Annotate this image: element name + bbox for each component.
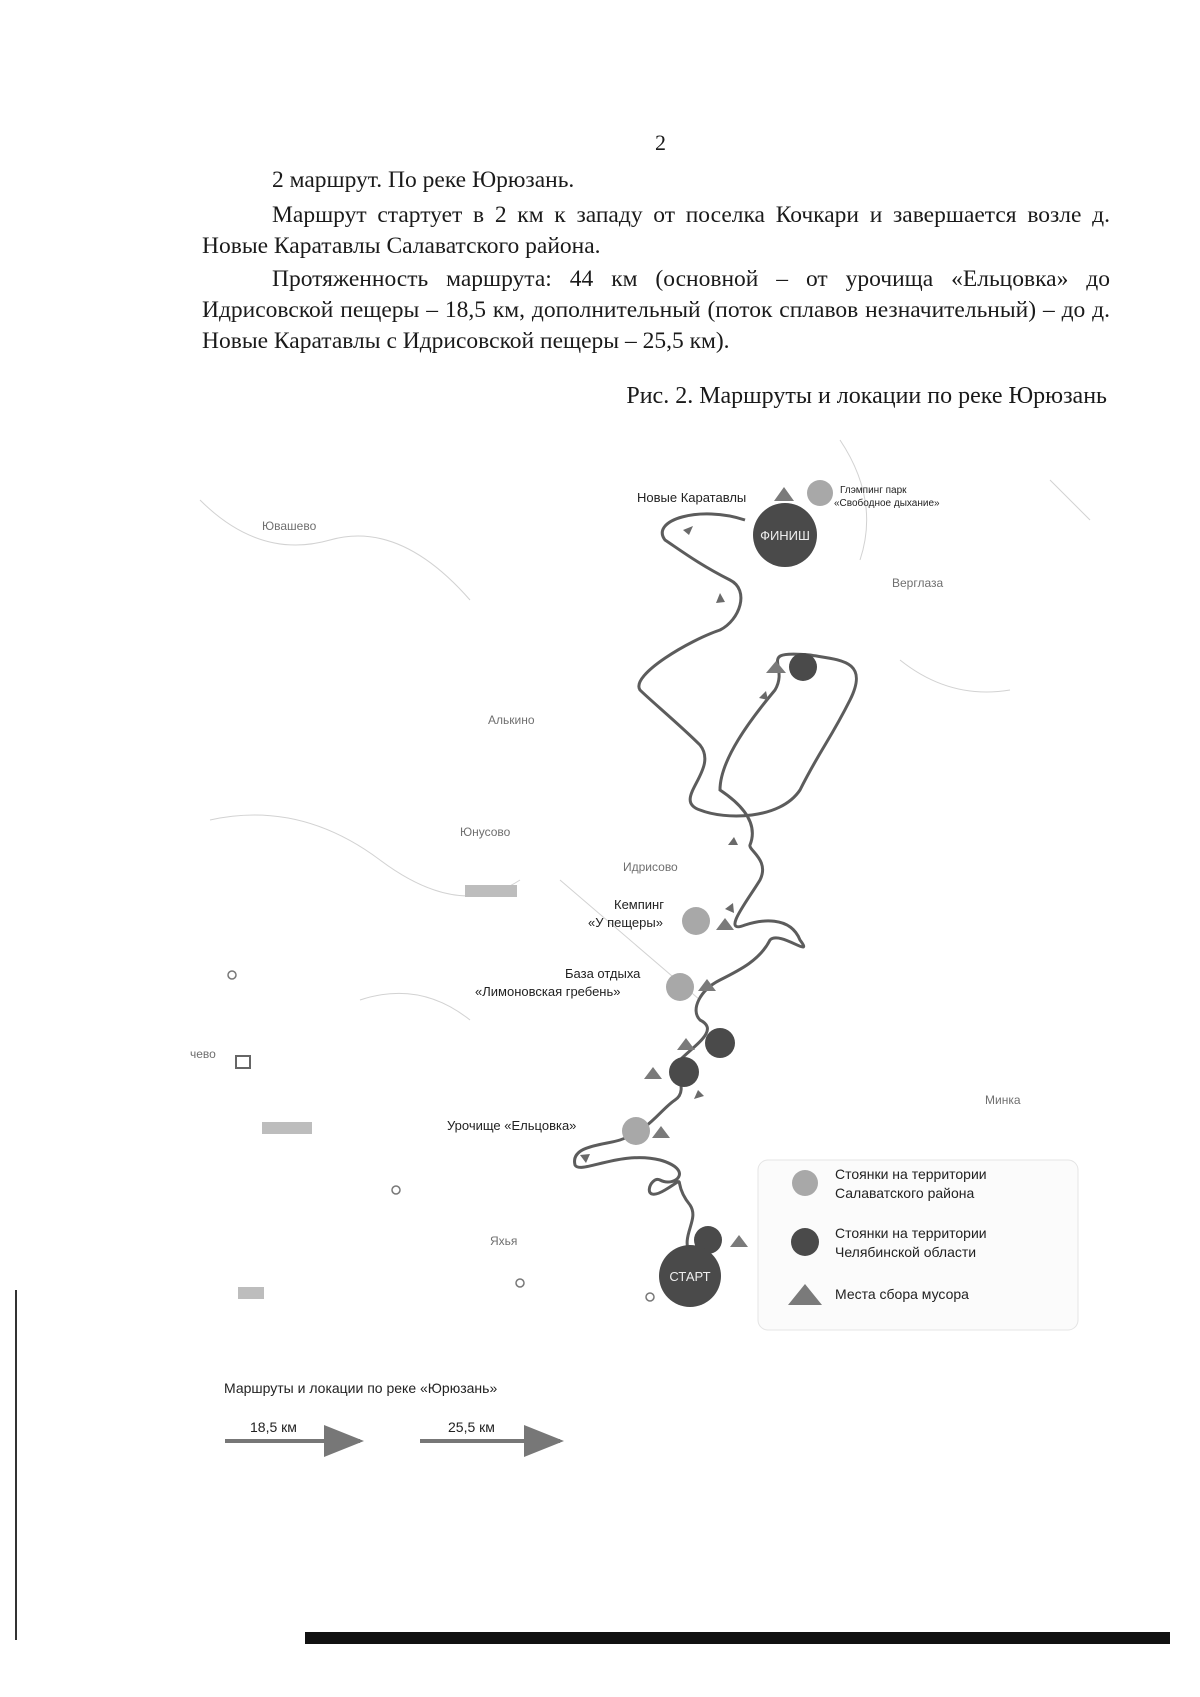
label-baza-line2: «Лимоновская гребень»: [475, 984, 621, 999]
label-urochishche: Урочище «Ельцовка»: [447, 1118, 577, 1133]
place-yunusovo: Юнусово: [460, 825, 511, 839]
legend-dark-line2: Челябинской области: [835, 1244, 977, 1260]
figure-caption: Рис. 2. Маршруты и локации по реке Юрюзань: [626, 383, 1107, 409]
map-scale: [224, 1380, 560, 1441]
scale-seg1-label: 18,5 км: [250, 1419, 297, 1435]
light-site-marker: [666, 973, 694, 1001]
label-glamping-line1: Глэмпинг парк: [840, 485, 907, 496]
place-alkino: Алькино: [488, 713, 535, 727]
label-camping-line2: «У пещеры»: [588, 915, 663, 930]
start-label: СТАРТ: [669, 1269, 711, 1284]
route-heading: 2 маршрут. По реке Юрюзань.: [272, 167, 575, 193]
place-yuvaevo: Ювашево: [262, 519, 317, 533]
dark-site-marker: [789, 653, 817, 681]
light-site-marker: [807, 480, 833, 506]
dark-site-marker: [669, 1057, 699, 1087]
place-minka: Минка: [985, 1093, 1021, 1107]
dark-site-marker: [705, 1028, 735, 1058]
scan-bottom-bar: [305, 1632, 1170, 1644]
label-camping-line1: Кемпинг: [614, 897, 664, 912]
route-start-paragraph: Маршрут стартует в 2 км к западу от поселка Кочкари и завершается возле д. Новые Каратавлы Салаватского района.: [202, 202, 1110, 259]
legend-triangle-text: Места сбора мусора: [835, 1286, 969, 1302]
road-badge: [238, 1287, 264, 1299]
place-vergaza: Верглаза: [892, 576, 944, 590]
map-legend: [758, 1160, 1078, 1330]
legend-dark-line1: Стоянки на территории: [835, 1225, 987, 1241]
legend-light-site-icon: [792, 1170, 818, 1196]
legend-light-line2: Салаватского района: [835, 1185, 975, 1201]
road-badge: [262, 1122, 312, 1134]
place-chevo: чево: [190, 1047, 216, 1061]
map-background-roads: [200, 440, 1090, 1020]
village-dot: [228, 971, 236, 979]
village-dot: [516, 1279, 524, 1287]
label-baza-line1: База отдыха: [565, 966, 641, 981]
village-dot: [392, 1186, 400, 1194]
label-novye-karatavly: Новые Каратавлы: [637, 490, 747, 505]
legend-dark-site-icon: [791, 1228, 819, 1256]
scale-title: Маршруты и локации по реке «Юрюзань»: [224, 1380, 498, 1396]
route-length-paragraph: Протяженность маршрута: 44 км (основной – от урочища «Ельцовка» до Идрисовской пещеры – 18,5 км, дополнительный (поток сплавов незначительный) – до д. Новые Каратавлы с Идрисовской пещеры – 25,5 км).: [202, 266, 1110, 354]
legend-light-line1: Стоянки на территории: [835, 1166, 987, 1182]
river-route-line: [575, 514, 857, 1255]
light-site-marker: [682, 907, 710, 935]
finish-label: ФИНИШ: [760, 528, 810, 543]
scale-seg2-label: 25,5 км: [448, 1419, 495, 1435]
place-yakhya: Яхья: [490, 1234, 518, 1248]
place-idrisovo: Идрисово: [623, 860, 678, 874]
village-dot: [646, 1293, 654, 1301]
road-badge: [236, 1056, 250, 1068]
road-badge: [465, 885, 517, 897]
label-glamping-line2: «Свободное дыхание»: [834, 498, 940, 509]
page-number: 2: [655, 130, 666, 155]
light-site-marker: [622, 1117, 650, 1145]
